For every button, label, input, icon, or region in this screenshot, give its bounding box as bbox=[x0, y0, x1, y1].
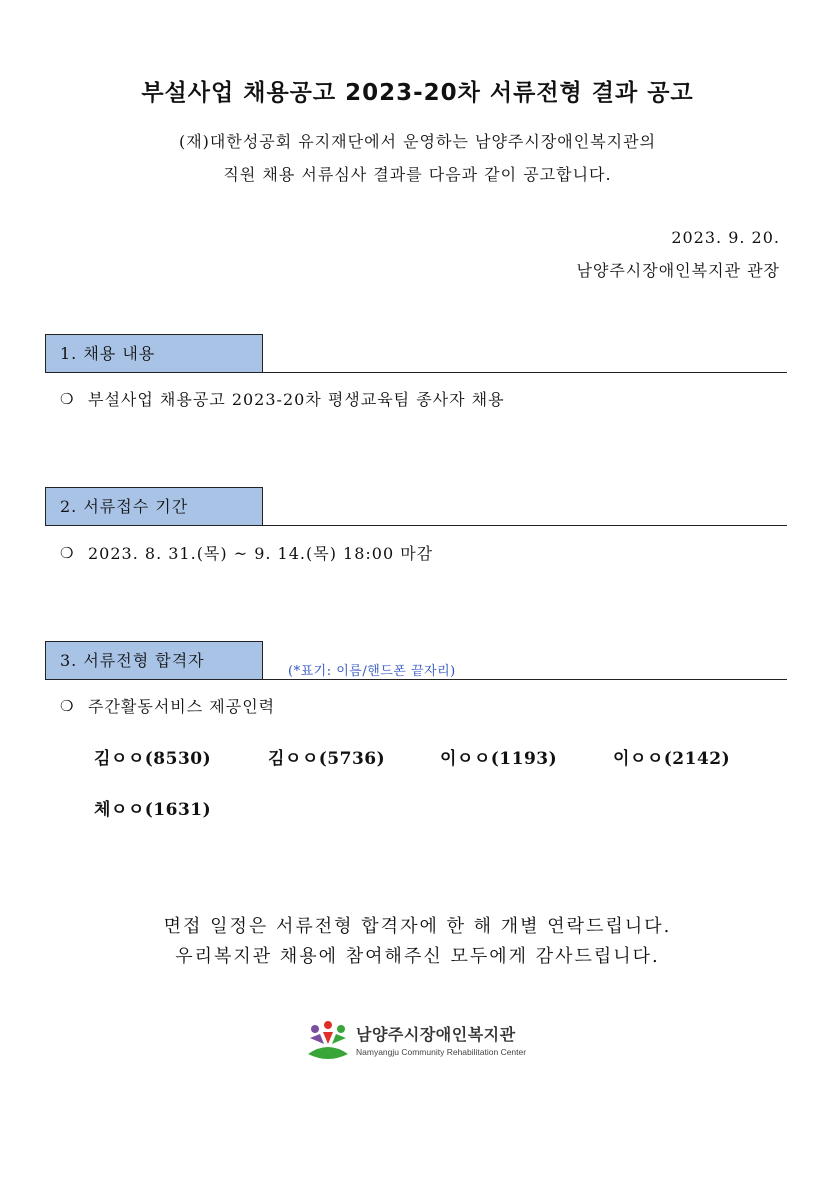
logo-name-korean: 남양주시장애인복지관 bbox=[356, 1025, 516, 1044]
section-1-item bbox=[60, 387, 505, 410]
passer-name: 이ㅇㅇ(1193) bbox=[440, 749, 558, 769]
section-2-heading: 2. 서류접수 기간 bbox=[45, 487, 263, 526]
passer-name: 김ㅇㅇ(5736) bbox=[268, 749, 386, 769]
section-2-divider bbox=[45, 525, 787, 526]
page-title: 부설사업 채용공고 2023-20차 서류전형 결과 공고 bbox=[141, 80, 694, 106]
signer: 남양주시장애인복지관 관장 bbox=[576, 261, 780, 280]
section-2-item bbox=[60, 541, 433, 564]
passer-name: 김ㅇㅇ(8530) bbox=[94, 749, 212, 769]
closing-line-2: 우리복지관 채용에 참여해주신 모두에게 감사드립니다. bbox=[175, 946, 660, 967]
circle-bullet-icon: ❍ bbox=[60, 389, 75, 408]
closing-line-1: 면접 일정은 서류전형 합격자에 한 해 개별 연락드립니다. bbox=[163, 916, 672, 937]
section-2-item-text: 2023. 8. 31.(목) ~ 9. 14.(목) 18:00 마감 bbox=[88, 544, 434, 563]
intro-line-2: 직원 채용 서류심사 결과를 다음과 같이 공고합니다. bbox=[223, 165, 612, 184]
section-1-item-text: 부설사업 채용공고 2023-20차 평생교육팀 종사자 채용 bbox=[88, 390, 505, 409]
circle-bullet-icon: ❍ bbox=[60, 696, 75, 715]
logo-name-english: Namyangju Community Rehabilitation Center bbox=[356, 1047, 527, 1057]
passer-name: 이ㅇㅇ(2142) bbox=[613, 749, 731, 769]
passer-name: 체ㅇㅇ(1631) bbox=[94, 800, 212, 820]
circle-bullet-icon: ❍ bbox=[60, 543, 75, 562]
announcement-date: 2023. 9. 20. bbox=[671, 228, 780, 247]
section-3-item-text: 주간활동서비스 제공인력 bbox=[88, 697, 276, 716]
center-logo bbox=[306, 1020, 536, 1066]
section-3-item bbox=[60, 694, 275, 717]
section-1-heading: 1. 채용 내용 bbox=[45, 334, 263, 373]
intro-line-1: (재)대한성공회 유지재단에서 운영하는 남양주시장애인복지관의 bbox=[178, 132, 657, 151]
section-3-divider bbox=[45, 679, 787, 680]
center-logo-icon bbox=[306, 1020, 350, 1064]
section-1-divider bbox=[45, 372, 787, 373]
section-3-heading: 3. 서류전형 합격자 bbox=[45, 641, 263, 680]
notation-note: (*표기: 이름/핸드폰 끝자리) bbox=[288, 664, 456, 679]
